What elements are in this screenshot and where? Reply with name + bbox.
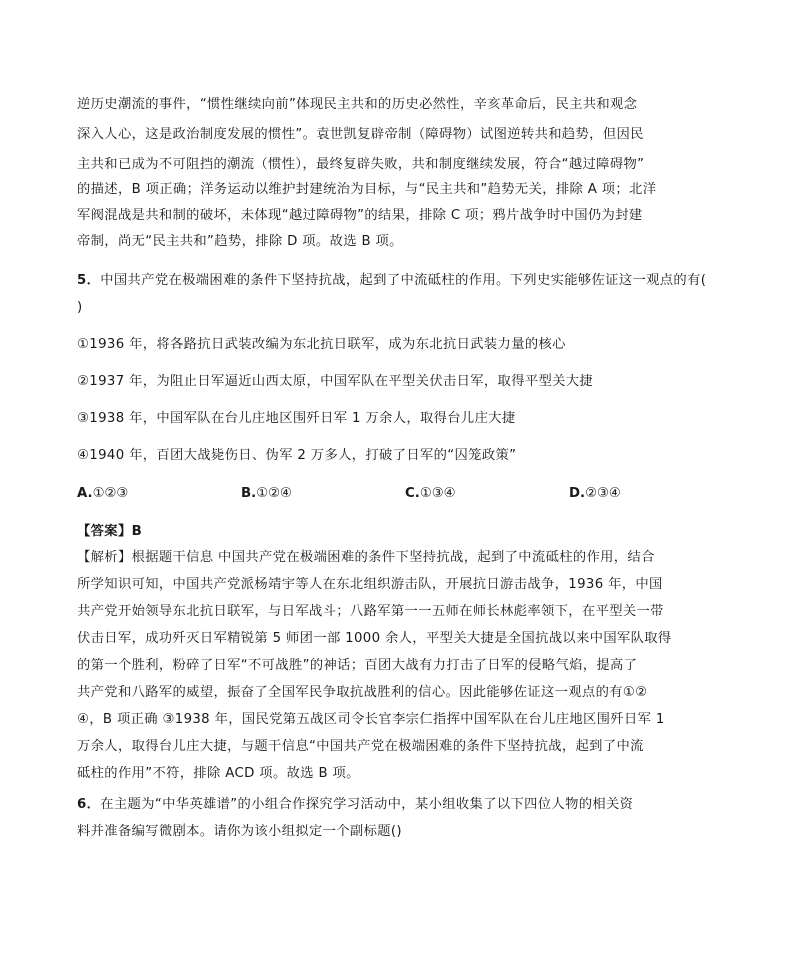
option-b-letter: B. — [241, 486, 257, 501]
option-d-text: ②③④ — [585, 486, 621, 501]
option-a-letter: A. — [77, 486, 93, 501]
intro-line-2: 深入人心，这是政治制度发展的惯性”。袁世凯复辟帝制（障碍物）试图逆转共和趋势，但因民 — [77, 127, 644, 142]
intro-line-6: 帝制，尚无“民主共和”趋势，排除 D 项。故选 B 项。 — [77, 234, 403, 249]
answer-options — [77, 486, 717, 504]
option-c-text: ①③④ — [419, 486, 456, 501]
option-a[interactable] — [77, 486, 128, 501]
question-6-number: 6． — [77, 797, 101, 812]
intro-line-4: 的描述，B 项正确；洋务运动以维护封建统治为目标，与“民主共和”趋势无关，排除 A 项；北洋 — [77, 182, 657, 197]
statement-4: ④1940 年，百团大战毙伤日、伪军 2 万多人，打破了日军的“囚笼政策” — [77, 448, 517, 463]
option-c-letter: C. — [405, 486, 420, 501]
statement-2: ②1937 年，为阻止日军逼近山西太原，中国军队在平型关伏击日军，取得平型关大捷 — [77, 374, 594, 389]
question-5-number: 5． — [77, 273, 101, 288]
analysis-line-4: 伏击日军，成功歼灭日军精锐第 5 师团一部 1000 余人，平型关大捷是全国抗战以来中国军队取得 — [77, 631, 672, 646]
option-a-text: ①②③ — [92, 486, 129, 501]
statement-3: ③1938 年，中国军队在台儿庄地区围歼日军 1 万余人，取得台儿庄大捷 — [77, 411, 516, 426]
statement-1: ①1936 年，将各路抗日武装改编为东北抗日联军，成为东北抗日武装力量的核心 — [77, 337, 566, 352]
question-5-stem-text: 中国共产党在极端困难的条件下坚持抗战，起到了中流砥柱的作用。下列史实能够佐证这一观点的有( — [100, 273, 707, 288]
option-b[interactable] — [241, 486, 292, 501]
option-c[interactable] — [405, 486, 456, 501]
question-6-stem-line-2: 料并准备编写微剧本。请你为该小组拟定一个副标题() — [77, 824, 402, 839]
analysis-line-9: 砥柱的作用”不符，排除 ACD 项。故选 B 项。 — [77, 766, 360, 781]
option-d-letter: D. — [569, 486, 586, 501]
analysis-line-3: 共产党开始领导东北抗日联军，与日军战斗；八路军第一一五师在师长林彪率领下，在平型关一带 — [77, 604, 664, 619]
analysis-line-8: 万余人，取得台儿庄大捷，与题干信息“中国共产党在极端困难的条件下坚持抗战，起到了中流 — [77, 739, 644, 754]
option-d[interactable] — [569, 486, 621, 501]
analysis-line-5: 的第一个胜利，粉碎了日军“不可战胜”的神话；百团大战有力打击了日军的侵略气焰，提高了 — [77, 658, 638, 673]
analysis-line-6: 共产党和八路军的威望，振奋了全国军民争取抗战胜利的信心。因此能够佐证这一观点的有①② — [77, 685, 648, 700]
analysis-line-2: 所学知识可知，中国共产党派杨靖宇等人在东北组织游击队，开展抗日游击战争，1936 年，中国 — [77, 577, 663, 592]
intro-line-5: 军阀混战是共和制的破坏，未体现“越过障碍物”的结果，排除 C 项；鸦片战争时中国仍为封建 — [77, 208, 643, 223]
analysis-line-1: 【解析】根据题干信息 中国共产党在极端困难的条件下坚持抗战，起到了中流砥柱的作用，结合 — [77, 550, 655, 565]
intro-line-3: 主共和已成为不可阻挡的潮流（惯性），最终复辟失败，共和制度继续发展，符合“越过障碍物” — [77, 157, 645, 172]
question-5-stem-line-2: ) — [77, 300, 83, 315]
analysis-line-7: ④，B 项正确 ③1938 年，国民党第五战区司令长官李宗仁指挥中国军队在台儿庄地区围歼日军 1 — [77, 712, 665, 727]
intro-line-1: 逆历史潮流的事件，“惯性继续向前”体现民主共和的历史必然性，辛亥革命后，民主共和观念 — [77, 97, 638, 112]
question-6-stem — [77, 796, 633, 814]
question-6-stem-text: 在主题为“中华英雄谱”的小组合作探究学习活动中，某小组收集了以下四位人物的相关资 — [100, 797, 634, 812]
question-5-stem — [77, 272, 706, 290]
answer-label: 【答案】B — [77, 524, 143, 539]
option-b-text: ①②④ — [256, 486, 292, 501]
